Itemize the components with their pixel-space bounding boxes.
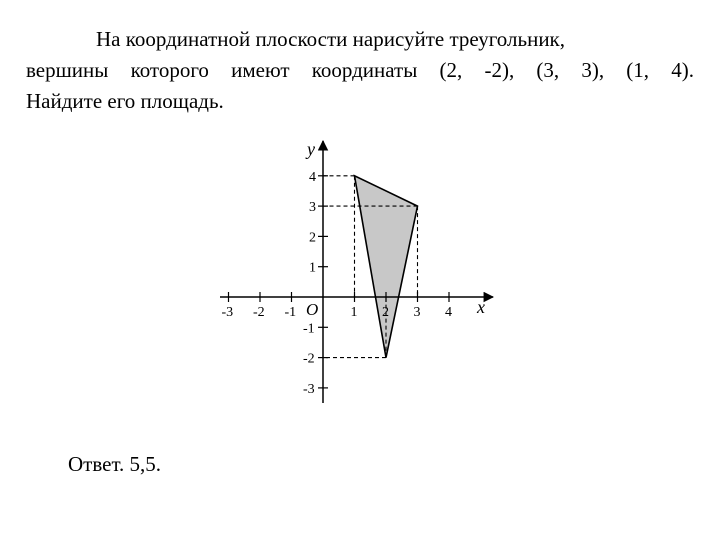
y-tick-label: -3	[303, 381, 315, 397]
problem-line-3: Найдите его площадь.	[26, 89, 224, 113]
coordinate-plane	[215, 135, 505, 410]
problem-text	[26, 24, 694, 117]
problem-line-1: На координатной плоскости нарисуйте треугольник,	[96, 27, 566, 51]
x-tick-label: -2	[253, 305, 265, 320]
answer-text: Ответ. 5,5.	[68, 452, 162, 476]
x-tick-label: 4	[445, 305, 452, 320]
x-tick-label: 3	[413, 305, 421, 320]
y-tick-label: -2	[303, 351, 315, 367]
x-tick-label: 1	[350, 305, 358, 320]
origin-label: O	[306, 300, 319, 319]
y-tick-label: 2	[309, 230, 316, 246]
y-tick-label: 4	[309, 169, 316, 185]
y-tick-label: -1	[303, 321, 315, 337]
problem-line-2: вершины которого имеют координаты (2, -2), (3, 3), (1, 4).	[26, 58, 694, 82]
triangle	[355, 176, 418, 358]
x-axis-label: x	[477, 297, 485, 317]
y-tick-label: 1	[309, 260, 316, 276]
y-axis-label: y	[307, 139, 315, 159]
x-tick-label: -1	[284, 305, 297, 320]
y-tick-label: 3	[309, 200, 316, 216]
x-tick-label: -3	[221, 305, 234, 320]
x-tick-label: 2	[382, 305, 389, 320]
